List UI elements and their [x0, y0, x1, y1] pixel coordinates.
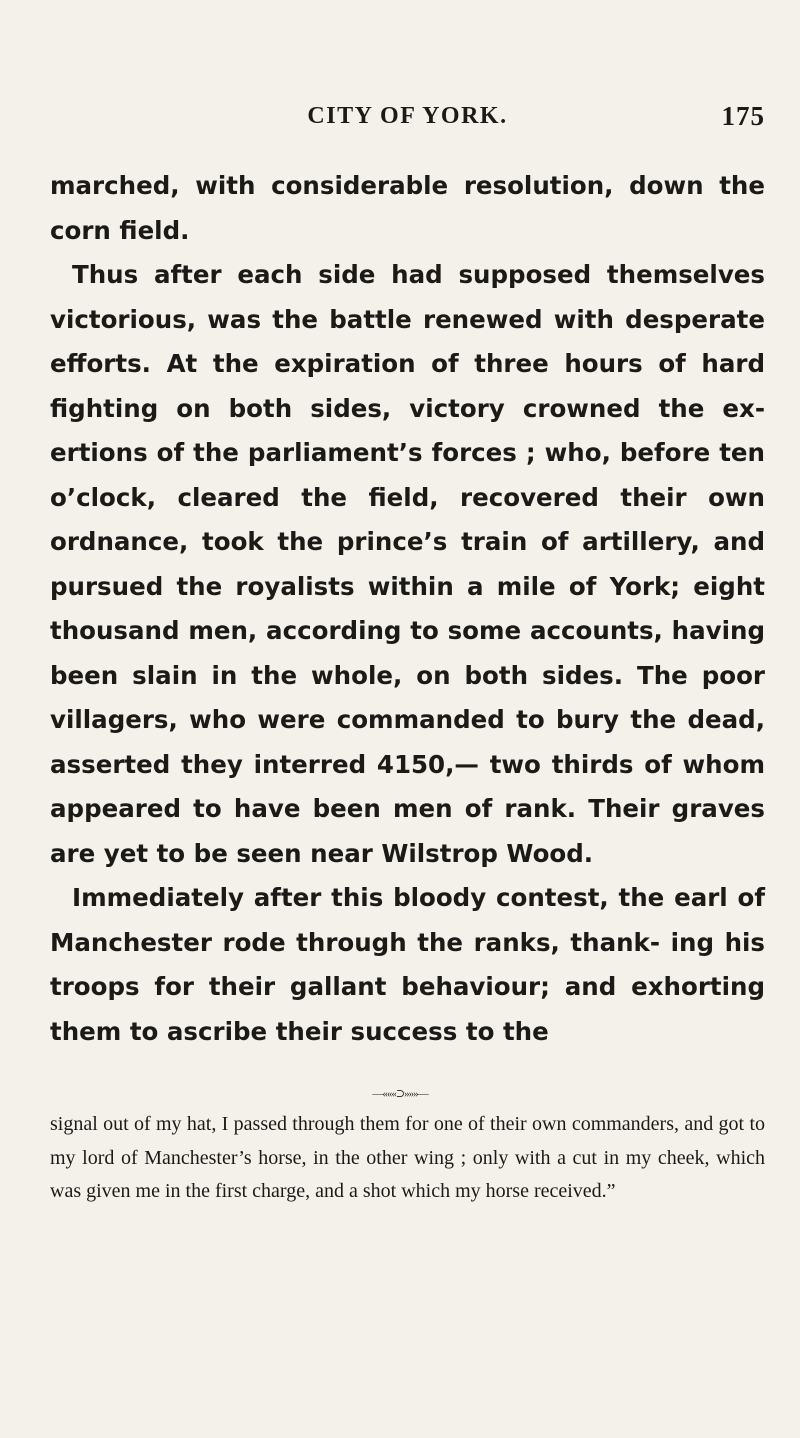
body-text [50, 164, 765, 1054]
footnote-separator-ornament: —«««⊃»»»— [372, 1088, 428, 1100]
paragraph: marched, with considerable resolution, down the corn field. [50, 171, 765, 245]
footnote [50, 1108, 765, 1209]
running-head [50, 103, 765, 139]
paragraph: Immediately after this bloody contest, the earl of Manchester rode through the ranks, thank- ing his troops for their gallant behaviour; and exhorting them to ascribe their success to the [50, 883, 765, 1046]
footnote-text: signal out of my hat, I passed through them for one of their own commanders, and got to my lord of Manchester’s horse, in the other wing ; only with a cut in my cheek, which was given me in the first charge, and a shot which my horse received.” [50, 1113, 765, 1202]
paragraph: Thus after each side had supposed themselves victorious, was the battle renewed with desperate efforts. At the expiration of three hours of hard fighting on both sides, victory crowned the ex- ertions of the parliament’s forces ; who, before ten o’clock, cleared the field, recovered their own ordnance, took the prince’s train of artillery, and pursued the royalists within a mile of York; eight thousand men, according to some accounts, having been slain in the whole, on both sides. The poor villagers, who were commanded to bury the dead, asserted they interred 4150,— two thirds of whom appeared to have been men of rank. Their graves are yet to be seen near Wilstrop Wood. [50, 260, 765, 868]
running-title: CITY OF YORK. [307, 103, 508, 129]
page-number: 175 [721, 101, 765, 131]
